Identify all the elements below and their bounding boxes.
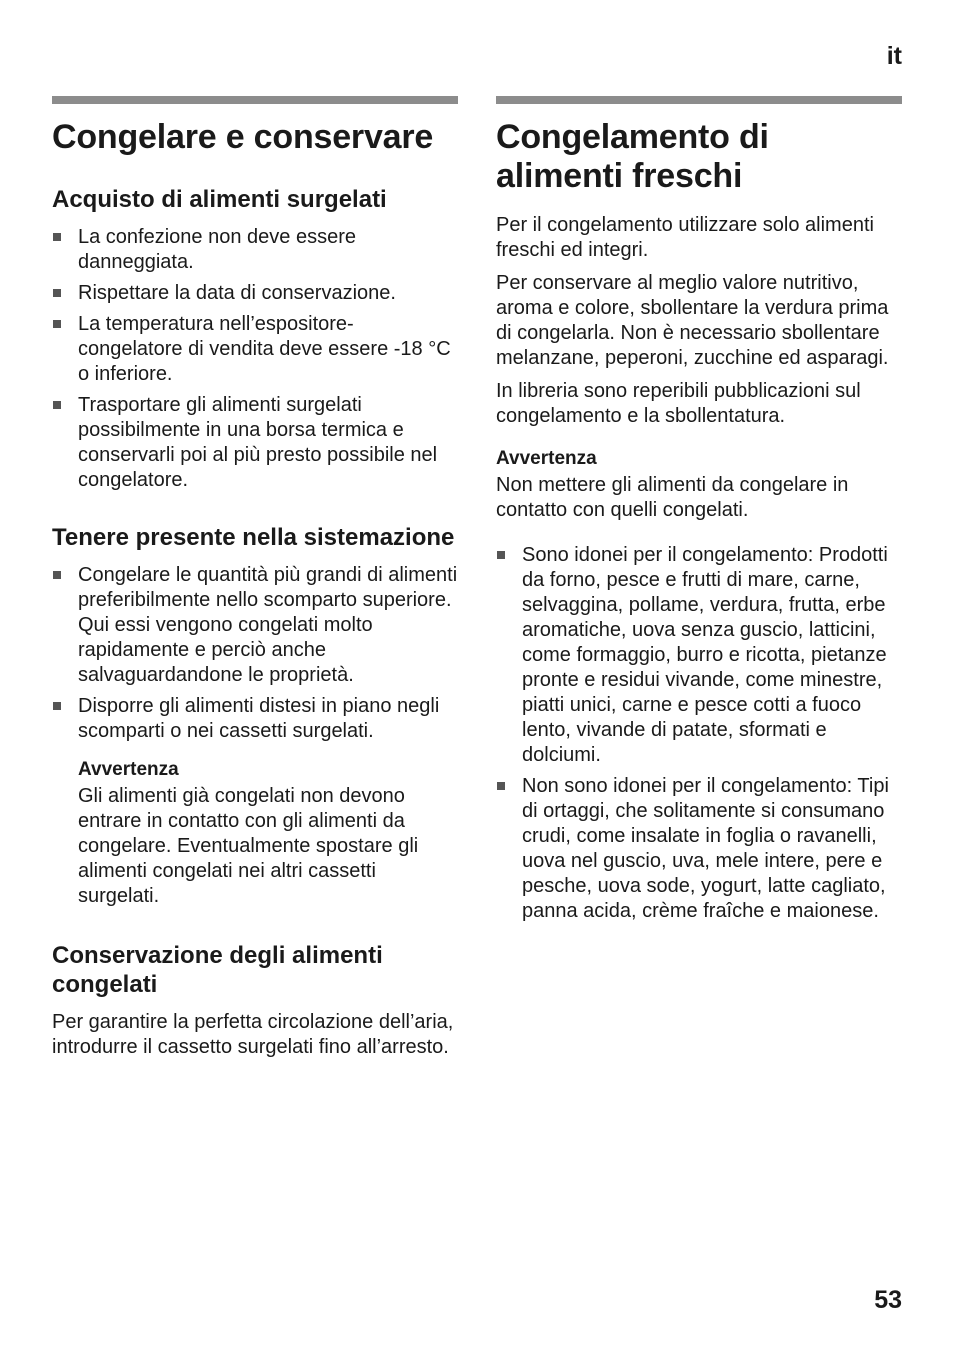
section-rule bbox=[52, 96, 458, 104]
storage-text: Per garantire la perfetta circolazione dell’aria, introdurre il cassetto surgelati fino all’arresto. bbox=[52, 1011, 454, 1058]
section-rule bbox=[496, 96, 902, 104]
left-column bbox=[52, 96, 458, 1068]
note-text: Non mettere gli alimenti da congelare in contatto con quelli congelati. bbox=[496, 474, 849, 521]
square-bullet-icon bbox=[53, 233, 61, 241]
right-column bbox=[496, 96, 902, 930]
section-heading-purchase: Acquisto di alimenti surgelati bbox=[52, 186, 387, 213]
list-item: La confezione non deve essere danneggiata. bbox=[52, 225, 458, 275]
language-label: it bbox=[886, 42, 902, 70]
square-bullet-icon bbox=[53, 571, 61, 579]
section-heading-placement: Tenere presente nella sistemazione bbox=[52, 524, 455, 551]
square-bullet-icon bbox=[53, 320, 61, 328]
list-item: Congelare le quantità più grandi di alimenti preferibilmente nello scomparto superiore. Qui essi vengono congelati molto rapidamente e perciò anche salvaguardandone le proprietà. bbox=[52, 563, 458, 688]
list-item: Rispettare la data di conservazione. bbox=[52, 281, 458, 306]
square-bullet-icon bbox=[497, 782, 505, 790]
list-item: Trasportare gli alimenti surgelati possibilmente in una borsa termica e conservarli poi al più presto possibile nel congelatore. bbox=[52, 393, 458, 493]
paragraph: In libreria sono reperibili pubblicazioni sul congelamento e la sbollentatura. bbox=[496, 380, 861, 427]
placement-note bbox=[52, 758, 458, 909]
list-item: Disporre gli alimenti distesi in piano negli scomparti o nei cassetti surgelati. bbox=[52, 694, 458, 744]
square-bullet-icon bbox=[53, 702, 61, 710]
note-heading: Avvertenza bbox=[496, 448, 597, 469]
note-heading: Avvertenza bbox=[78, 759, 179, 780]
page-number: 53 bbox=[874, 1286, 902, 1314]
list-item: La temperatura nell’espositore-congelatore di vendita deve essere -18 °C o inferiore. bbox=[52, 312, 458, 387]
section-heading-storage: Conservazione degli alimenti congelati bbox=[52, 942, 383, 998]
list-item: Sono idonei per il congelamento: Prodotti da forno, pesce e frutti di mare, carne, selvaggina, pollame, verdura, frutta, erbe aromatiche, uova senza guscio, latticini, come formaggio, burro e ricotta, pietanze pronte e residui vivande, come minestre, piatti unici, carne e pesce cotti a fuoco lento, vivande di patate, sformati e dolciumi. bbox=[496, 543, 902, 768]
list-item: Non sono idonei per il congelamento: Tipi di ortaggi, che solitamente si consumano crudi, come insalate in foglia o ravanelli, uova nel guscio, uva, mele intere, pere e pesche, uova sode, yogurt, latte cagliato, panna acida, crème fraîche e maionese. bbox=[496, 774, 902, 924]
suitability-list bbox=[496, 543, 902, 924]
page-title-right: Congelamento di alimenti freschi bbox=[496, 118, 769, 195]
page-title-left: Congelare e conservare bbox=[52, 118, 434, 156]
paragraph: Per conservare al meglio valore nutritivo, aroma e colore, sbollentare la verdura prima di congelarla. Non è necessario sbollentare melanzane, peperoni, zucchine ed asparagi. bbox=[496, 272, 889, 369]
paragraph: Per il congelamento utilizzare solo alimenti freschi ed integri. bbox=[496, 214, 874, 261]
square-bullet-icon bbox=[53, 401, 61, 409]
square-bullet-icon bbox=[497, 551, 505, 559]
purchase-list bbox=[52, 225, 458, 493]
note-text: Gli alimenti già congelati non devono entrare in contatto con gli alimenti da congelare. Eventualmente spostare gli alimenti congelati nei altri cassetti surgelati. bbox=[78, 785, 419, 907]
square-bullet-icon bbox=[53, 289, 61, 297]
placement-list bbox=[52, 563, 458, 744]
